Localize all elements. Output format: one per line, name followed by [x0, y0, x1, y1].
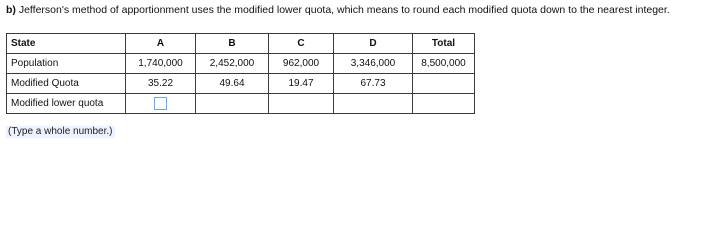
modified-lower-quota-a-cell: [126, 94, 196, 114]
header-a: A: [126, 34, 196, 54]
question-body: Jefferson's method of apportionment uses the modified lower quota, which means to round each modified quota down to the nearest integer.: [18, 4, 670, 16]
modified-lower-quota-b: [196, 94, 269, 114]
modified-lower-quota-d: [334, 94, 413, 114]
row-label-modified-quota: Modified Quota: [7, 74, 126, 94]
answer-input-a[interactable]: [154, 97, 167, 110]
modified-lower-quota-c: [269, 94, 334, 114]
table-header-row: [7, 34, 475, 54]
modified-lower-quota-total: [413, 94, 475, 114]
table-row-modified-lower-quota: [7, 94, 475, 114]
input-hint: (Type a whole number.): [8, 126, 113, 137]
modified-quota-a: 35.22: [126, 74, 196, 94]
modified-quota-total: [413, 74, 475, 94]
modified-quota-c: 19.47: [269, 74, 334, 94]
question-text: [6, 4, 670, 16]
population-b: 2,452,000: [196, 54, 269, 74]
population-c: 962,000: [269, 54, 334, 74]
row-label-modified-lower-quota: Modified lower quota: [7, 94, 126, 114]
table-row-population: [7, 54, 475, 74]
table-row-modified-quota: [7, 74, 475, 94]
apportionment-table: [6, 33, 475, 114]
header-total: Total: [413, 34, 475, 54]
header-c: C: [269, 34, 334, 54]
question-part-label: b): [6, 4, 16, 16]
header-d: D: [334, 34, 413, 54]
population-a: 1,740,000: [126, 54, 196, 74]
modified-quota-b: 49.64: [196, 74, 269, 94]
header-b: B: [196, 34, 269, 54]
header-state: State: [7, 34, 126, 54]
modified-quota-d: 67.73: [334, 74, 413, 94]
population-total: 8,500,000: [413, 54, 475, 74]
row-label-population: Population: [7, 54, 126, 74]
population-d: 3,346,000: [334, 54, 413, 74]
